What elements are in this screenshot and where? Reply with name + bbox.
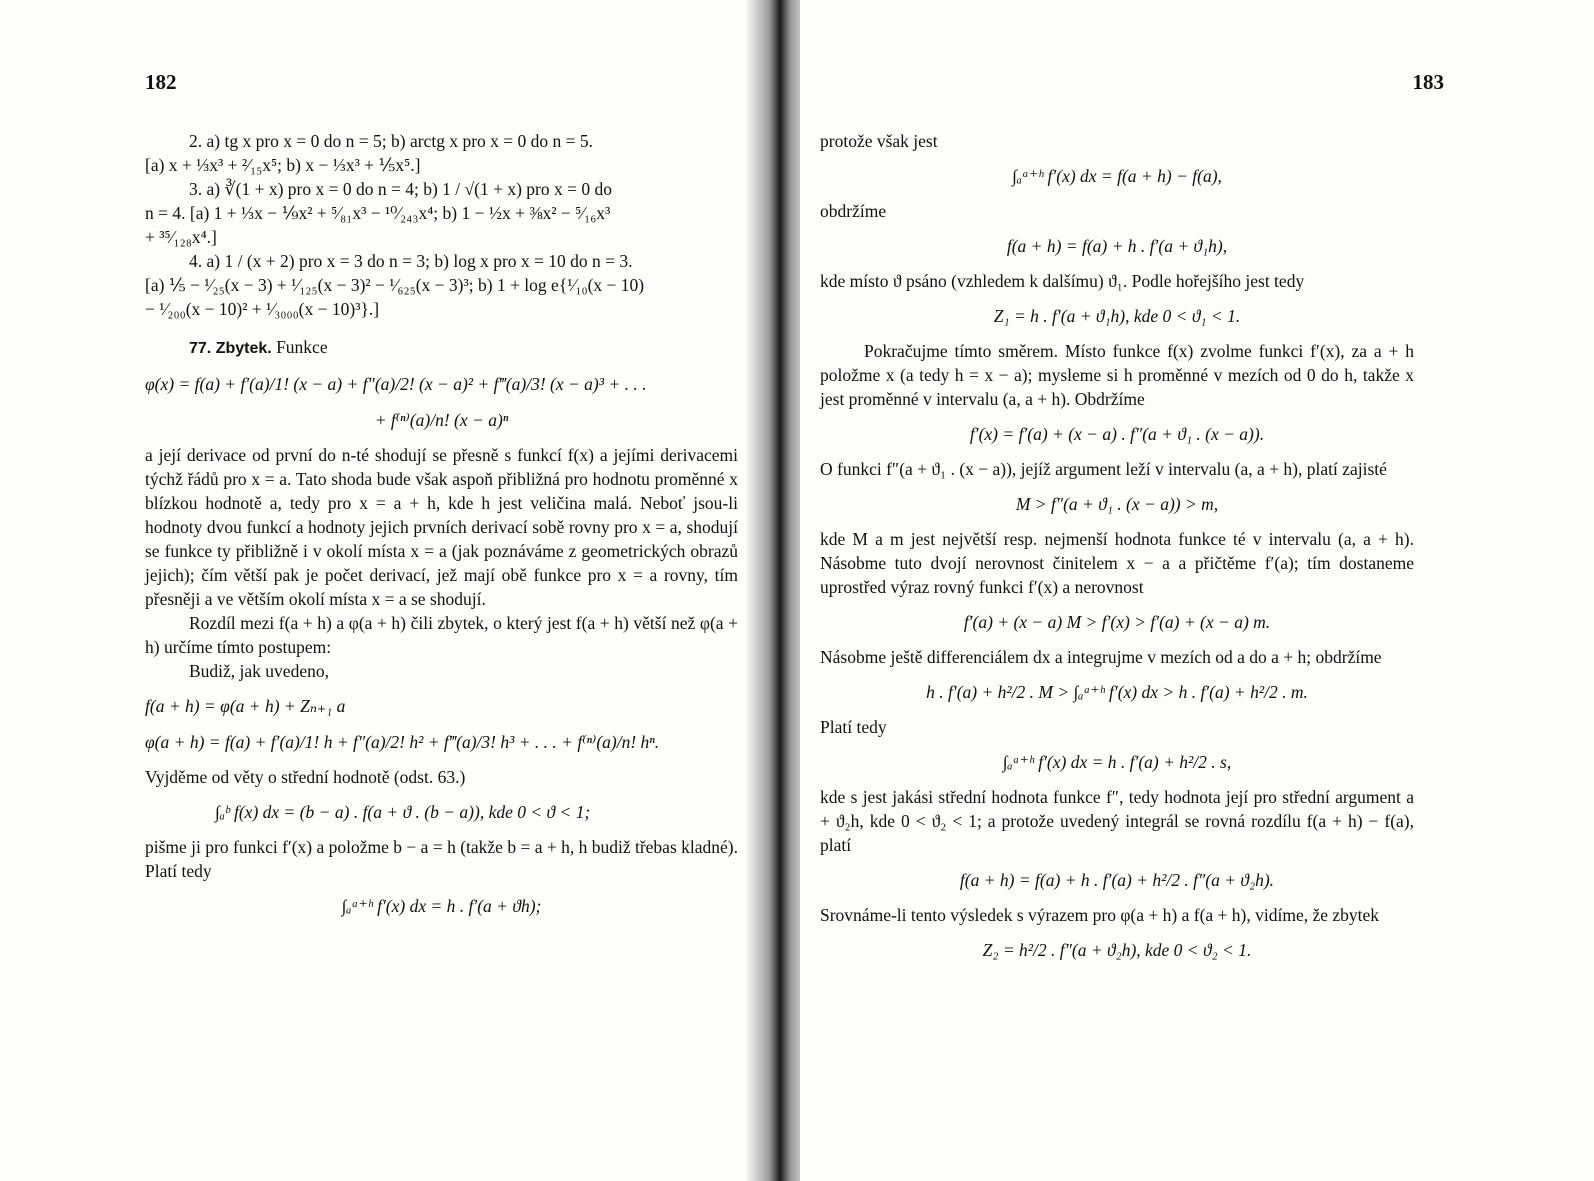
section-title [145,335,738,361]
section-heading: 77. Zbytek. [189,340,272,357]
paragraph: kde s jest jakási střední hodnota funkce f″, tedy hodnota její pro střední argument a + ϑ₂h, kde 0 < ϑ₂ < 1; a protože uvedený integrál se rovná rozdílu f(a + h) − f(a), platí [820,787,1414,855]
paragraph: Pokračujme tímto směrem. Místo funkce f(x) zvolme funkci f′(x), za a + h položme x (a tedy h = x − a); mysleme si h proměnné v mezích od 0 do h, takže x jest proměnné v intervalu (a, a + h). Obdržíme [820,341,1414,409]
exercise-line: 3. a) ∛(1 + x) pro x = 0 do n = 4; b) 1 / √(1 + x) pro x = 0 do [189,179,612,199]
exercise-line: [a) x + ⅓x³ + ²⁄₁₅x⁵; b) x − ⅓x³ + ⅕x⁵.] [145,155,421,175]
equation-8: ∫ₐᵃ⁺ʰ f′(x) dx = h . f′(a) + h²/2 . s, [1002,752,1232,772]
right-page [800,0,1594,1181]
exercise-line: − ¹⁄₂₀₀(x − 10)² + ¹⁄₃₀₀₀(x − 10)³}.] [145,299,380,319]
paragraph: Vyjděme od věty o střední hodnotě (odst. 63.) [145,767,466,787]
exercise-line: 2. a) tg x pro x = 0 do n = 5; b) arctg x pro x = 0 do n = 5. [189,131,594,151]
equation-f-phi: f(a + h) = φ(a + h) + Zₙ₊₁ a [145,696,346,716]
exercise-line: n = 4. [a) 1 + ⅓x − ⅑x² + ⁵⁄₈₁x³ − ¹⁰⁄₂₄₃x⁴; b) 1 − ½x + ⅜x² − ⁵⁄₁₆x³ [145,203,611,223]
paragraph: kde M a m jest největší resp. nejmenší hodnota funkce té v intervalu (a, a + h). Násobme tuto dvojí nerovnost činitelem x − a a přičtěme f′(a); tím dostaneme uprostřed výraz rovný funkci f′(x) a nerovnost [820,529,1414,597]
paragraph: a její derivace od první do n-té shodují se přesně s funkcí f(x) a jejími derivacemi týchž řádů pro x = a. Tato shoda bude však aspoň přibližná pro hodnotu proměnné x blízkou hodnotě a, tedy pro x = a + h, kde h jest veličina malá. Neboť jsou-li hodnoty dvou funkcí a hodnoty jejich prvních derivací sobě rovny pro x = a, shodují se funkce ty přibližně i v okolí místa x = a (jak poznáváme z geometrických obrazů jejich); čím větší pak je počet derivací, jež mají obě funkce pro x = a rovny, tím přesněji a ve větším okolí místa x = a se shodují. [145,445,738,609]
paragraph: kde místo ϑ psáno (vzhledem k dalšímu) ϑ₁. Podle hořejšího jest tedy [820,271,1305,291]
paragraph: protože však jest [820,131,938,151]
equation-4: f′(x) = f′(a) + (x − a) . f″(a + ϑ₁ . (x − a)). [969,424,1265,444]
equation-5: M > f″(a + ϑ₁ . (x − a)) > m, [1015,494,1219,514]
page-number-left: 182 [145,70,177,94]
equation-3: Z₁ = h . f′(a + ϑ₁h), kde 0 < ϑ₁ < 1. [993,306,1241,326]
equation-phi-2: + f⁽ⁿ⁾(a)/n! (x − a)ⁿ [374,410,509,430]
left-page [0,0,770,1181]
paragraph: obdržíme [820,201,887,221]
equation-1: ∫ₐᵃ⁺ʰ f′(x) dx = f(a + h) − f(a), [1012,166,1222,186]
equation-2: f(a + h) = f(a) + h . f′(a + ϑ₁h), [1006,236,1228,256]
equation-phi-h: φ(a + h) = f(a) + f′(a)/1! h + f″(a)/2! h² + f‴(a)/3! h³ + . . . + f⁽ⁿ⁾(a)/n! hⁿ. [145,732,660,752]
paragraph: Budiž, jak uvedeno, [189,661,329,681]
paragraph: Rozdíl mezi f(a + h) a φ(a + h) čili zbytek, o který jest f(a + h) větší než φ(a + h) určíme tímto postupem: [145,613,738,657]
exercise-line: + ³⁵⁄₁₂₈x⁴.] [145,227,217,247]
paragraph: Platí tedy [820,717,887,737]
paragraph: pišme ji pro funkci f′(x) a položme b − a = h (takže b = a + h, h budiž třebas kladné). Platí tedy [145,837,738,881]
exercise-line: [a) ⅕ − ¹⁄₂₅(x − 3) + ¹⁄₁₂₅(x − 3)² − ¹⁄₆₂₅(x − 3)³; b) 1 + log e{¹⁄₁₀(x − 10) [145,275,645,295]
equation-9: f(a + h) = f(a) + h . f′(a) + h²/2 . f″(a + ϑ₂h). [959,870,1275,890]
equation-integral-h: ∫ₐᵃ⁺ʰ f′(x) dx = h . f′(a + ϑh); [341,896,542,916]
equation-6: f′(a) + (x − a) M > f′(x) > f′(a) + (x − a) m. [963,612,1271,632]
equation-10: Z₂ = h²/2 . f″(a + ϑ₂h), kde 0 < ϑ₂ < 1. [982,940,1252,960]
section-intro: Funkce [276,337,328,357]
exercise-line: 4. a) 1 / (x + 2) pro x = 3 do n = 3; b) log x pro x = 10 do n = 3. [189,251,633,271]
page-number-right: 183 [1412,70,1444,94]
paragraph: O funkci f″(a + ϑ₁ . (x − a)), jejíž argument leží v intervalu (a, a + h), platí zajisté [820,459,1387,479]
paragraph: Srovnáme-li tento výsledek s výrazem pro φ(a + h) a f(a + h), vidíme, že zbytek [820,905,1380,925]
paragraph: Násobme ještě differenciálem dx a integrujme v mezích od a do a + h; obdržíme [820,647,1382,667]
equation-phi-1: φ(x) = f(a) + f′(a)/1! (x − a) + f″(a)/2! (x − a)² + f‴(a)/3! (x − a)³ + . . . [145,374,647,394]
equation-mean-value: ∫ₐᵇ f(x) dx = (b − a) . f(a + ϑ . (b − a)), kde 0 < ϑ < 1; [215,802,591,822]
equation-7: h . f′(a) + h²/2 . M > ∫ₐᵃ⁺ʰ f′(x) dx > h . f′(a) + h²/2 . m. [926,682,1308,702]
